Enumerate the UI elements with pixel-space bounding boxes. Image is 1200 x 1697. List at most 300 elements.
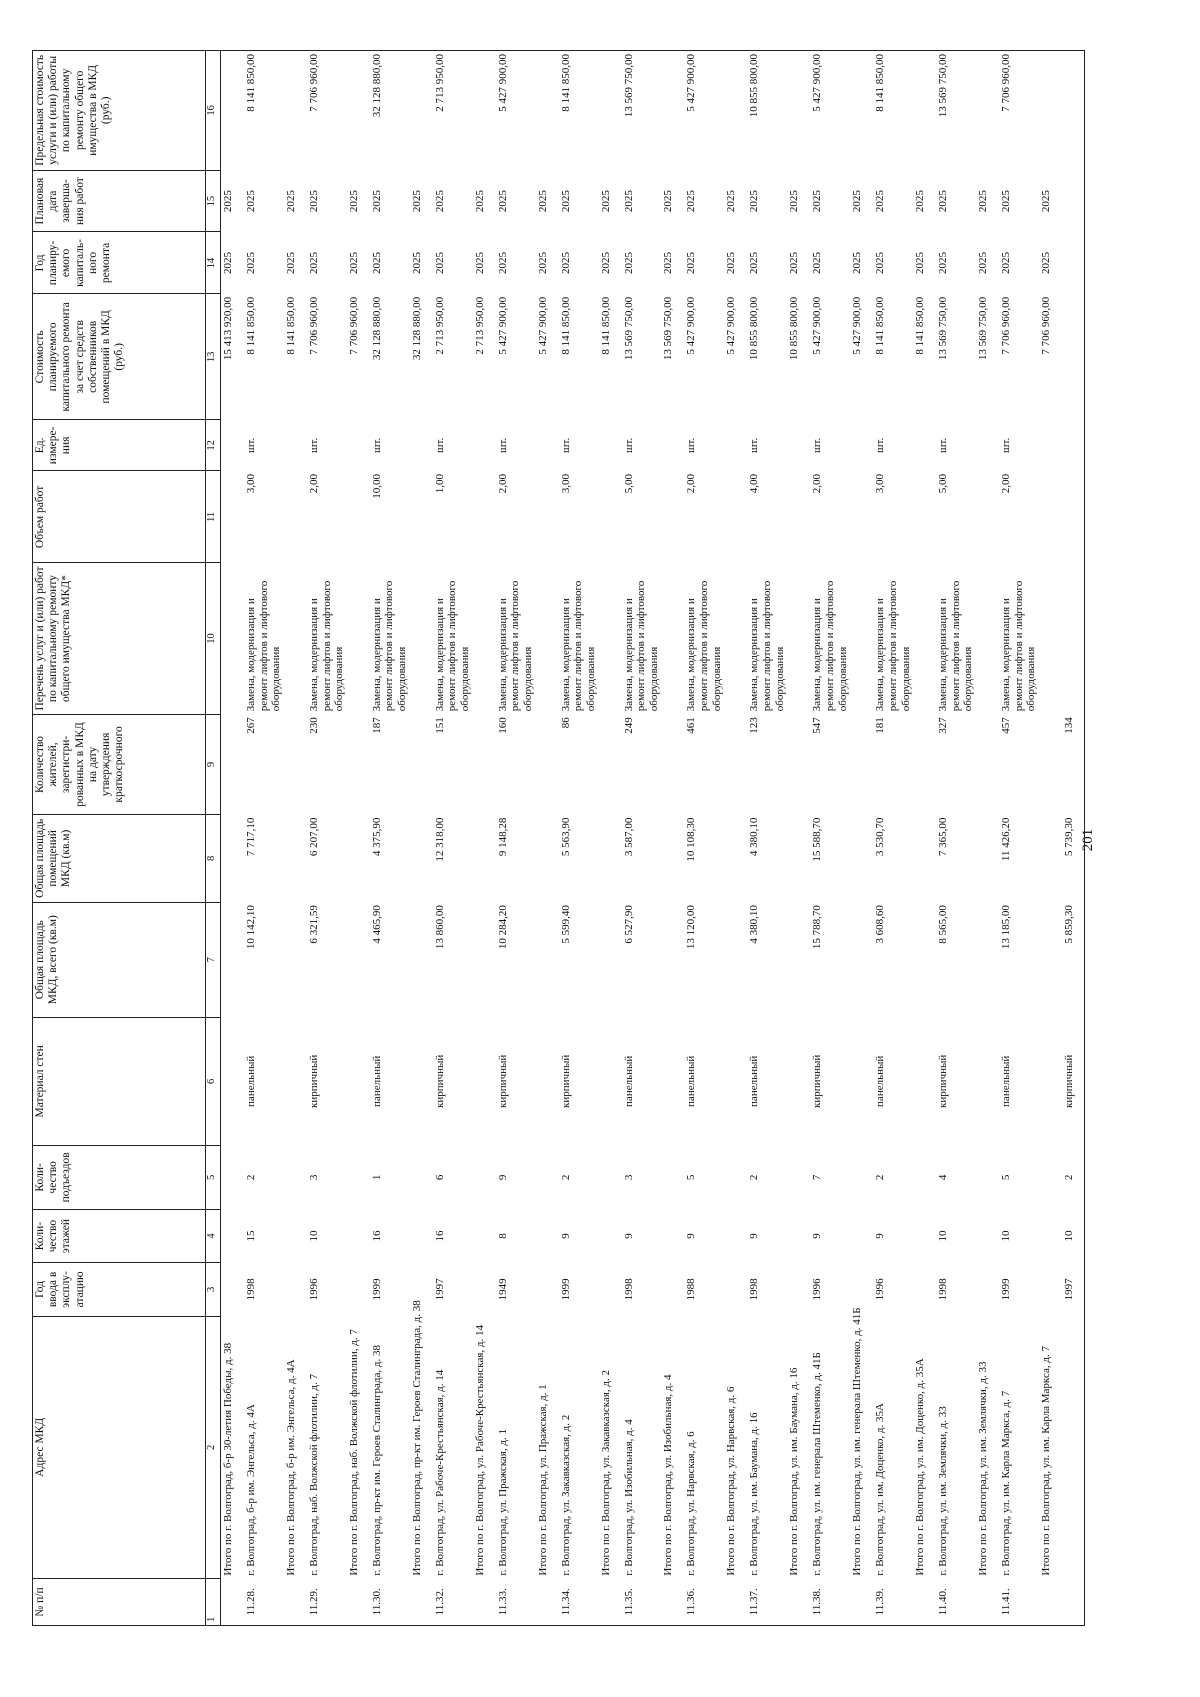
work-volume: 1,00 <box>433 474 446 494</box>
empty-cell <box>473 51 496 171</box>
unit: шт. <box>245 437 257 453</box>
address: г. Волгоград, ул. им. генерала Штеменко, д. 41Б <box>811 1352 824 1576</box>
premises-area: 4 375,90 <box>370 817 383 857</box>
subtotal-repair-year: 2025 <box>914 251 927 274</box>
planned-cost: 7 706 960,00 <box>1000 296 1013 355</box>
col-number: 1 <box>206 1579 221 1626</box>
work-list <box>1062 563 1085 715</box>
work-volume <box>1062 471 1085 563</box>
table-row <box>999 51 1039 1626</box>
end-date: 2025 <box>748 190 761 213</box>
subtotal-address: Итого по г. Волгоград, ул. им. генерала Штеменко, д. 41Б <box>851 1307 864 1576</box>
end-date: 2025 <box>370 190 383 213</box>
subtotal-address: Итого по г. Волгоград, б-р им. Энгельса, д. 4А <box>284 1359 297 1576</box>
premises-area: 7 365,00 <box>937 817 950 857</box>
subtotal-row <box>599 51 622 1626</box>
total-area: 15 788,70 <box>811 905 824 950</box>
subtotal-cost: 5 427 900,00 <box>536 296 549 355</box>
premises-area: 5 739,30 <box>1062 815 1085 903</box>
subtotal-end-date: 2025 <box>599 190 612 213</box>
work-volume: 2,00 <box>307 474 320 494</box>
total-area: 13 860,00 <box>433 905 446 950</box>
end-date: 2025 <box>245 190 257 213</box>
planned-cost: 5 427 900,00 <box>496 296 509 355</box>
col-header: Год планиру-емого капиталь-ного ремонта <box>33 232 206 294</box>
subtotal-row <box>1039 51 1062 1626</box>
subtotal-cost: 10 855 800,00 <box>788 296 801 361</box>
subtotal-repair-year: 2025 <box>284 251 297 274</box>
subtotal-cost: 32 128 880,00 <box>410 296 423 361</box>
row-number: 11.37. <box>747 1579 787 1626</box>
empty-cell <box>724 51 747 171</box>
subtotal-row <box>284 51 307 1626</box>
work-volume: 5,00 <box>622 474 635 494</box>
residents: 181 <box>874 717 887 734</box>
unit: шт. <box>307 437 320 453</box>
subtotal-row <box>661 51 684 1626</box>
subtotal-cost: 7 706 960,00 <box>1039 296 1052 355</box>
commission-year: 1999 <box>370 1278 383 1301</box>
wall-material: кирпичный <box>1062 1017 1085 1145</box>
subtotal-end-date: 2025 <box>222 190 234 213</box>
entrances: 4 <box>937 1174 950 1181</box>
max-cost: 7 706 960,00 <box>999 51 1039 171</box>
col-header: Адрес МКД <box>33 1316 206 1579</box>
table-row <box>244 51 284 1626</box>
entrances: 2 <box>874 1174 887 1181</box>
total-area: 4 465,90 <box>370 905 383 944</box>
subtotal-address: Итого по г. Волгоград, ул. Рабоче-Крестьянская, д. 14 <box>473 1325 486 1576</box>
subtotal-row <box>913 51 936 1626</box>
row-number: 11.40. <box>936 1579 976 1626</box>
address: г. Волгоград, наб. Волжской флотилии, д. 7 <box>307 1373 320 1576</box>
subtotal-end-date: 2025 <box>662 190 675 213</box>
end-date: 2025 <box>874 190 887 213</box>
entrances: 3 <box>622 1174 635 1181</box>
subtotal-end-date: 2025 <box>1039 190 1052 213</box>
commission-year: 1997 <box>1062 1263 1085 1316</box>
residents: 547 <box>811 717 824 734</box>
subtotal-repair-year: 2025 <box>473 251 486 274</box>
total-area: 5 859,30 <box>1062 902 1085 1017</box>
table-row <box>559 51 599 1626</box>
address: г. Волгоград, ул. Изобильная, д. 4 <box>622 1419 635 1576</box>
col-header: Коли-чество подъездов <box>33 1145 206 1209</box>
subtotal-row <box>850 51 873 1626</box>
empty-cell <box>850 51 873 171</box>
row-number: 11.29. <box>307 1579 347 1626</box>
planned-cost: 2 713 950,00 <box>433 296 446 355</box>
rotated-page <box>32 40 1142 1640</box>
work-volume: 10,00 <box>370 474 383 499</box>
wall-material: кирпичный <box>937 1054 950 1108</box>
repair-year: 2025 <box>622 251 635 274</box>
planned-cost: 10 855 800,00 <box>748 296 761 361</box>
header-row <box>33 51 206 1626</box>
repair-year: 2025 <box>1000 251 1013 274</box>
subtotal-cost: 13 569 750,00 <box>977 296 990 361</box>
wall-material: кирпичный <box>307 1054 320 1108</box>
wall-material: панельный <box>1000 1055 1013 1107</box>
wall-material: панельный <box>622 1055 635 1107</box>
col-number: 8 <box>206 815 221 903</box>
work-list: Замена, модернизация и ремонт лифтов и лифтового оборудования <box>685 580 723 712</box>
row-number: 11.35. <box>622 1579 662 1626</box>
col-header: Предельная стоимость услуги и (или) работы по капитальному ремонту общего имущества в МКД (руб.) <box>33 51 206 171</box>
entrances: 2 <box>559 1174 572 1181</box>
subtotal-address: Итого по г. Волгоград, ул. им. Доценко, д. 35А <box>914 1358 927 1576</box>
premises-area: 10 108,30 <box>685 817 698 862</box>
subtotal-end-date: 2025 <box>788 190 801 213</box>
empty-cell <box>976 51 999 171</box>
commission-year: 1996 <box>307 1278 320 1301</box>
commission-year: 1949 <box>496 1278 509 1301</box>
empty-cell <box>221 51 245 171</box>
col-number: 6 <box>206 1017 221 1145</box>
work-list: Замена, модернизация и ремонт лифтов и лифтового оборудования <box>559 580 597 712</box>
subtotal-address: Итого по г. Волгоград, ул. Нарвская, д. 6 <box>725 1386 738 1576</box>
work-list: Замена, модернизация и ремонт лифтов и лифтового оборудования <box>496 580 534 712</box>
residents: 151 <box>433 717 446 734</box>
end-date: 2025 <box>811 190 824 213</box>
premises-area: 15 588,70 <box>811 817 824 862</box>
max-cost: 32 128 880,00 <box>370 51 410 171</box>
floors: 9 <box>748 1233 761 1239</box>
work-list: Замена, модернизация и ремонт лифтов и лифтового оборудования <box>245 580 283 712</box>
repair-year: 2025 <box>307 251 320 274</box>
work-volume: 2,00 <box>811 474 824 494</box>
col-number: 9 <box>206 714 221 814</box>
commission-year: 1988 <box>685 1278 698 1301</box>
premises-area: 4 380,10 <box>748 817 761 857</box>
planned-cost: 8 141 850,00 <box>245 296 257 355</box>
address: г. Волгоград, ул. им. Карла Маркса, д. 7 <box>1000 1390 1013 1576</box>
unit: шт. <box>370 437 383 453</box>
subtotal-repair-year: 2025 <box>788 251 801 274</box>
col-number: 10 <box>206 563 221 715</box>
row-number-cell <box>347 1579 370 1626</box>
table-row <box>810 51 850 1626</box>
repair-year: 2025 <box>937 251 950 274</box>
entrances: 6 <box>433 1174 446 1181</box>
col-header: Коли-чество этажей <box>33 1209 206 1262</box>
work-volume: 2,00 <box>685 474 698 494</box>
repair-year: 2025 <box>685 251 698 274</box>
row-number: 11.33. <box>496 1579 536 1626</box>
row-number-cell <box>850 1579 873 1626</box>
empty-cell <box>410 51 433 171</box>
floors: 9 <box>685 1233 698 1239</box>
unit: шт. <box>1000 437 1013 453</box>
table-row <box>873 51 913 1626</box>
subtotal-cost: 8 141 850,00 <box>599 296 612 355</box>
empty-cell <box>347 51 370 171</box>
subtotal-address: Итого по г. Волгоград, наб. Волжской флотилии, д. 7 <box>347 1329 360 1576</box>
total-area: 13 185,00 <box>1000 905 1013 950</box>
col-number: 12 <box>206 420 221 471</box>
end-date: 2025 <box>685 190 698 213</box>
address: г. Волгоград, ул. Закавказская, д. 2 <box>559 1414 572 1576</box>
address: г. Волгоград, пр-кт им. Героев Сталинграда, д. 38 <box>370 1345 383 1576</box>
subtotal-row <box>410 51 433 1626</box>
floors: 9 <box>811 1233 824 1239</box>
empty-cell <box>661 51 684 171</box>
table-row <box>684 51 724 1626</box>
row-number-cell <box>661 1579 684 1626</box>
page-number: 201 <box>1080 828 1096 852</box>
col-header: Перечень услуг и (или) работ по капитальному ремонту общего имущества МКД* <box>33 563 206 715</box>
repair-year: 2025 <box>245 251 257 274</box>
max-cost: 5 427 900,00 <box>810 51 850 171</box>
subtotal-row <box>536 51 559 1626</box>
col-header: Год ввода в эксплу-атацию <box>33 1263 206 1316</box>
planned-cost: 13 569 750,00 <box>937 296 950 361</box>
row-number-cell <box>976 1579 999 1626</box>
col-number: 11 <box>206 471 221 563</box>
address: г. Волгоград, ул. Нарвская, д. 6 <box>685 1431 698 1576</box>
subtotal-cost: 13 569 750,00 <box>662 296 675 361</box>
commission-year: 1998 <box>937 1278 950 1301</box>
residents: 327 <box>937 717 950 734</box>
subtotal-repair-year: 2025 <box>662 251 675 274</box>
table-row <box>496 51 536 1626</box>
premises-area: 11 426,20 <box>1000 817 1013 862</box>
row-number-cell <box>284 1579 307 1626</box>
end-date: 2025 <box>1000 190 1013 213</box>
repair-year: 2025 <box>559 251 572 274</box>
row-number-cell <box>536 1579 559 1626</box>
subtotal-end-date: 2025 <box>977 190 990 213</box>
end-date <box>1062 170 1085 232</box>
unit: шт. <box>559 437 572 453</box>
max-cost: 8 141 850,00 <box>559 51 599 171</box>
col-header: Объем работ <box>33 471 206 563</box>
residents: 267 <box>245 717 257 734</box>
unit: шт. <box>748 437 761 453</box>
subtotal-address: Итого по г. Волгоград, пр-кт им. Героев Сталинграда, д. 38 <box>410 1300 423 1576</box>
work-volume: 3,00 <box>874 474 887 494</box>
subtotal-repair-year: 2025 <box>725 251 738 274</box>
address: г. Волгоград, б-р им. Энгельса, д. 4А <box>245 1404 257 1576</box>
subtotal-end-date: 2025 <box>410 190 423 213</box>
max-cost: 10 855 800,00 <box>747 51 787 171</box>
table-row <box>307 51 347 1626</box>
entrances: 3 <box>307 1174 320 1181</box>
repair-year <box>1062 232 1085 294</box>
work-volume: 3,00 <box>245 474 257 494</box>
end-date: 2025 <box>559 190 572 213</box>
entrances: 2 <box>1062 1145 1085 1209</box>
planned-cost: 13 569 750,00 <box>622 296 635 361</box>
work-volume: 2,00 <box>1000 474 1013 494</box>
subtotal-cost: 7 706 960,00 <box>347 296 360 355</box>
premises-area: 7 717,10 <box>245 817 257 857</box>
commission-year: 1999 <box>1000 1278 1013 1301</box>
unit: шт. <box>622 437 635 453</box>
work-list: Замена, модернизация и ремонт лифтов и лифтового оборудования <box>874 580 912 712</box>
col-header: № п/п <box>33 1579 206 1626</box>
col-header: Общая площадь помещений МКД (кв.м) <box>33 815 206 903</box>
residents: 123 <box>748 717 761 734</box>
floors: 8 <box>496 1233 509 1239</box>
planned-cost: 32 128 880,00 <box>370 296 383 361</box>
entrances: 1 <box>370 1174 383 1181</box>
row-number-cell <box>410 1579 433 1626</box>
row-number-cell <box>599 1579 622 1626</box>
subtotal-end-date: 2025 <box>536 190 549 213</box>
repair-year: 2025 <box>748 251 761 274</box>
end-date: 2025 <box>937 190 950 213</box>
commission-year: 1998 <box>622 1278 635 1301</box>
table-row <box>1062 51 1085 1626</box>
subtotal-end-date: 2025 <box>851 190 864 213</box>
col-number: 2 <box>206 1316 221 1579</box>
col-header: Ед. измере-ния <box>33 420 206 471</box>
table-body <box>221 51 1085 1626</box>
max-cost: 13 569 750,00 <box>936 51 976 171</box>
row-number: 11.32. <box>433 1579 473 1626</box>
repair-year: 2025 <box>874 251 887 274</box>
row-number-cell <box>913 1579 936 1626</box>
subtotal-repair-year: 2025 <box>222 251 234 274</box>
col-number: 4 <box>206 1209 221 1262</box>
subtotal-end-date: 2025 <box>725 190 738 213</box>
table-row <box>622 51 662 1626</box>
entrances: 9 <box>496 1174 509 1181</box>
work-list: Замена, модернизация и ремонт лифтов и лифтового оборудования <box>811 580 849 712</box>
end-date: 2025 <box>622 190 635 213</box>
end-date: 2025 <box>307 190 320 213</box>
max-cost: 2 713 950,00 <box>433 51 473 171</box>
subtotal-cost: 15 413 920,00 <box>222 296 234 361</box>
unit: шт. <box>937 437 950 453</box>
subtotal-repair-year: 2025 <box>410 251 423 274</box>
subtotal-row <box>473 51 496 1626</box>
subtotal-end-date: 2025 <box>473 190 486 213</box>
total-area: 6 527,90 <box>622 905 635 944</box>
unit: шт. <box>496 437 509 453</box>
subtotal-address: Итого по г. Волгоград, ул. им. Карла Маркса, д. 7 <box>1039 1346 1052 1576</box>
col-header: Плановая дата заверша-ния работ <box>33 170 206 232</box>
entrances: 5 <box>1000 1174 1013 1181</box>
work-volume: 2,00 <box>496 474 509 494</box>
table-row <box>370 51 410 1626</box>
total-area: 13 120,00 <box>685 905 698 950</box>
subtotal-row <box>976 51 999 1626</box>
premises-area: 6 207,00 <box>307 817 320 857</box>
entrances: 5 <box>685 1174 698 1181</box>
planned-cost <box>1062 294 1085 420</box>
premises-area: 9 148,28 <box>496 817 509 857</box>
work-list: Замена, модернизация и ремонт лифтов и лифтового оборудования <box>1000 580 1038 712</box>
floors: 10 <box>1000 1230 1013 1242</box>
col-number: 15 <box>206 170 221 232</box>
col-number: 14 <box>206 232 221 294</box>
subtotal-repair-year: 2025 <box>599 251 612 274</box>
subtotal-cost: 8 141 850,00 <box>284 296 297 355</box>
residents: 134 <box>1062 714 1085 814</box>
residents: 457 <box>1000 717 1013 734</box>
residents: 461 <box>685 717 698 734</box>
col-number: 3 <box>206 1263 221 1316</box>
work-list: Замена, модернизация и ремонт лифтов и лифтового оборудования <box>433 580 472 712</box>
unit: шт. <box>433 437 446 453</box>
subtotal-address: Итого по г. Волгоград, б-р 30-летия Победы, д. 38 <box>222 1342 234 1576</box>
col-header: Количество жителей, зарегистри-рованных в МКД на дату утверждения краткосрочного <box>33 714 206 814</box>
wall-material: кирпичный <box>559 1054 572 1108</box>
table-row <box>747 51 787 1626</box>
row-number: 11.41. <box>999 1579 1039 1626</box>
row-number-cell <box>473 1579 496 1626</box>
row-number: 11.38. <box>810 1579 850 1626</box>
subtotal-end-date: 2025 <box>284 190 297 213</box>
address: г. Волгоград, ул. им. Баумана, д. 16 <box>748 1412 761 1576</box>
max-cost: 5 427 900,00 <box>496 51 536 171</box>
floors: 16 <box>433 1230 446 1242</box>
max-cost: 13 569 750,00 <box>622 51 662 171</box>
max-cost: 8 141 850,00 <box>873 51 913 171</box>
empty-cell <box>913 51 936 171</box>
subtotal-address: Итого по г. Волгоград, ул. им. Землячки, д. 33 <box>977 1361 990 1576</box>
residents: 230 <box>307 717 320 734</box>
commission-year: 1998 <box>748 1278 761 1301</box>
commission-year: 1998 <box>245 1278 257 1301</box>
wall-material: панельный <box>685 1055 698 1107</box>
work-list: Замена, модернизация и ремонт лифтов и лифтового оборудования <box>307 580 346 712</box>
work-volume: 4,00 <box>748 474 761 494</box>
work-volume: 3,00 <box>559 474 572 494</box>
work-list: Замена, модернизация и ремонт лифтов и лифтового оборудования <box>748 580 786 712</box>
planned-cost: 8 141 850,00 <box>874 296 887 355</box>
residents: 249 <box>622 717 635 734</box>
subtotal-address: Итого по г. Волгоград, ул. Пражская, д. 1 <box>536 1384 549 1576</box>
total-area: 10 142,10 <box>245 905 257 950</box>
subtotal-repair-year: 2025 <box>347 251 360 274</box>
table-row <box>936 51 976 1626</box>
commission-year: 1996 <box>811 1278 824 1301</box>
floors: 9 <box>559 1233 572 1239</box>
wall-material: кирпичный <box>811 1054 824 1108</box>
address: г. Волгоград, ул. Пражская, д. 1 <box>496 1429 509 1576</box>
address: г. Волгоград, ул. Рабоче-Крестьянская, д. 14 <box>433 1369 446 1576</box>
subtotal-end-date: 2025 <box>914 190 927 213</box>
subtotal-row <box>787 51 810 1626</box>
wall-material: панельный <box>370 1055 383 1107</box>
total-area: 4 380,10 <box>748 905 761 944</box>
empty-cell <box>1039 51 1062 171</box>
planned-cost: 8 141 850,00 <box>559 296 572 355</box>
empty-cell <box>536 51 559 171</box>
column-number-row <box>206 51 221 1626</box>
subtotal-cost: 8 141 850,00 <box>914 296 927 355</box>
repair-year: 2025 <box>496 251 509 274</box>
subtotal-repair-year: 2025 <box>977 251 990 274</box>
col-header: Общая площадь МКД, всего (кв.м) <box>33 902 206 1017</box>
repair-register-table <box>32 50 1085 1626</box>
empty-cell <box>284 51 307 171</box>
subtotal-row <box>724 51 747 1626</box>
total-area: 5 599,40 <box>559 905 572 944</box>
wall-material: панельный <box>874 1055 887 1107</box>
row-number <box>1062 1579 1085 1626</box>
floors: 15 <box>245 1230 257 1242</box>
subtotal-address: Итого по г. Волгоград, ул. Закавказская, д. 2 <box>599 1369 612 1576</box>
max-cost: 8 141 850,00 <box>244 51 284 171</box>
subtotal-address: Итого по г. Волгоград, ул. Изобильная, д. 4 <box>662 1374 675 1576</box>
max-cost: 7 706 960,00 <box>307 51 347 171</box>
table-row <box>433 51 473 1626</box>
total-area: 6 321,59 <box>307 905 320 944</box>
